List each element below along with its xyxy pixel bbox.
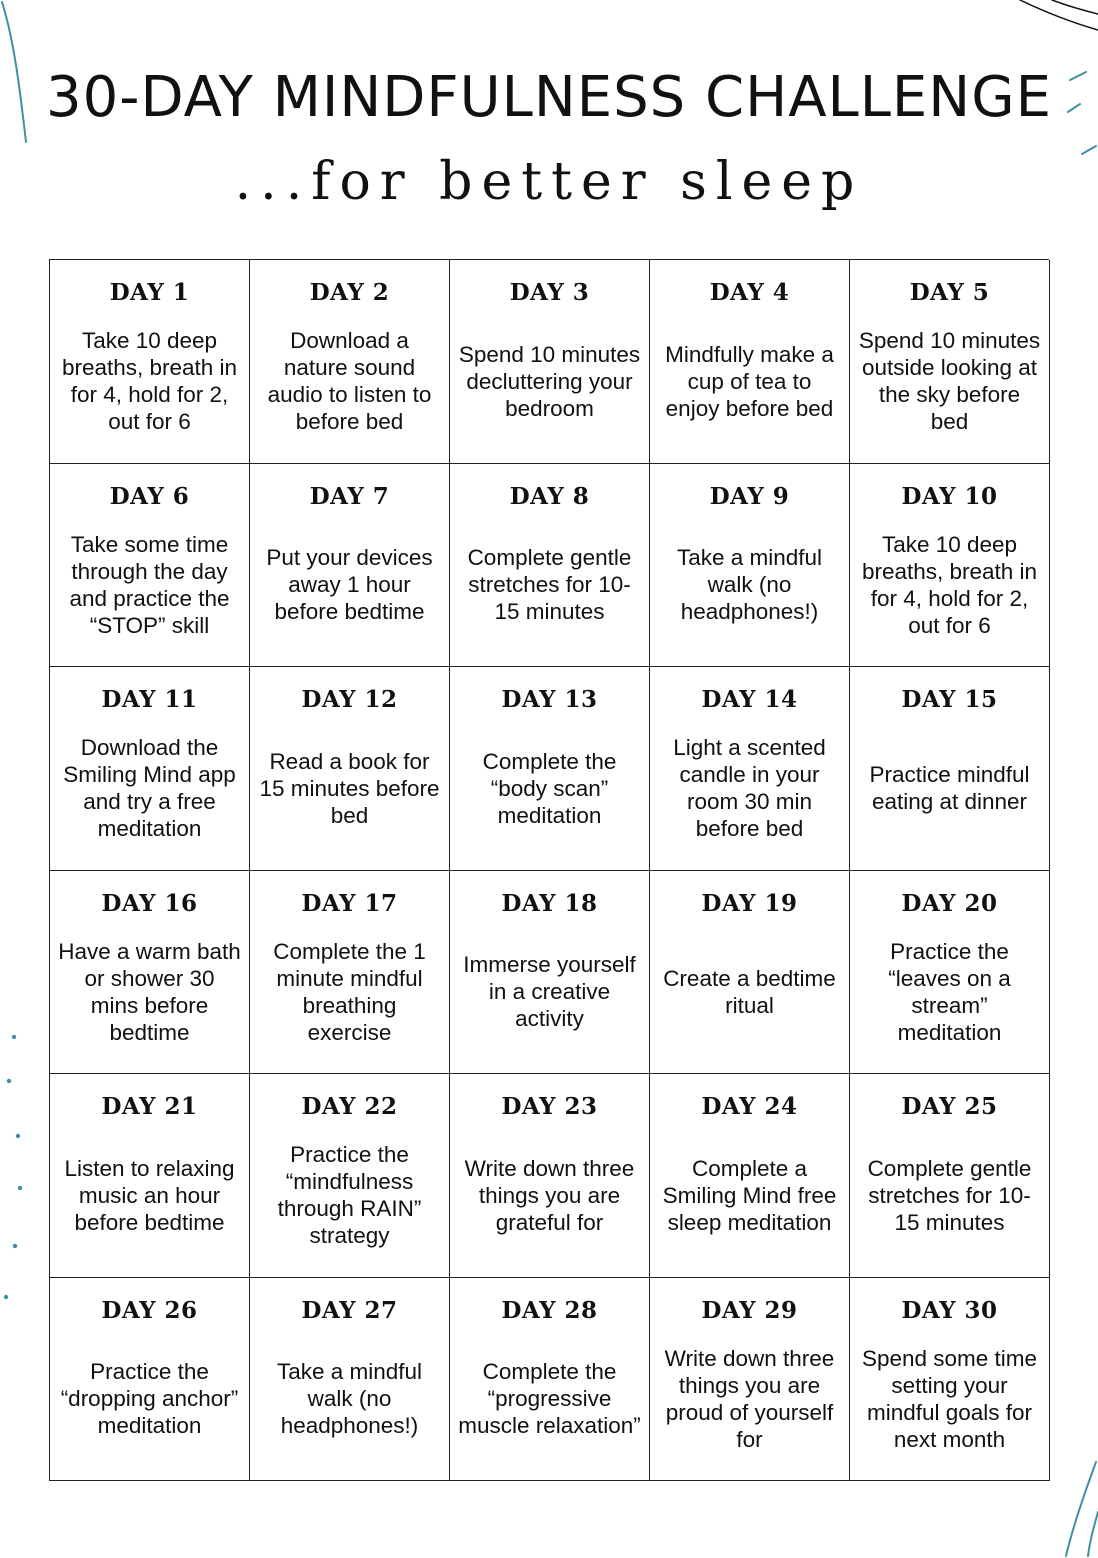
day-cell: [250, 1074, 450, 1278]
day-cell: [850, 871, 1050, 1075]
day-task: Practice the “dropping anchor” meditation: [60, 1359, 239, 1439]
day-cell: [50, 1074, 250, 1278]
day-label: DAY 11: [101, 686, 198, 713]
day-cell: [450, 1278, 650, 1482]
day-cell: [250, 667, 450, 871]
day-label: DAY 13: [501, 686, 598, 713]
day-cell: [850, 1074, 1050, 1278]
day-cell: [650, 871, 850, 1075]
bottom-right-curve-1: [1066, 1462, 1096, 1556]
day-label: DAY 4: [709, 279, 790, 306]
day-cell: [450, 260, 650, 464]
day-task: Download a nature sound audio to listen to before bed: [267, 328, 432, 435]
day-task: Write down three things you are grateful for: [464, 1155, 635, 1235]
day-task: Complete gentle stretches for 10-15 minutes: [467, 545, 632, 625]
day-cell: [50, 464, 250, 668]
day-label: DAY 22: [301, 1093, 398, 1120]
day-task: Take 10 deep breaths, breath in for 4, hold for 2, out for 6: [61, 328, 238, 435]
day-task: Complete gentle stretches for 10-15 minutes: [867, 1155, 1032, 1235]
day-task: Complete the “body scan” meditation: [482, 748, 617, 828]
day-cell: [50, 260, 250, 464]
day-task: Spend some time setting your mindful goals for next month: [861, 1345, 1038, 1452]
day-label: DAY 23: [501, 1093, 598, 1120]
day-task: Take a mindful walk (no headphones!): [676, 545, 823, 625]
day-task: Practice mindful eating at dinner: [869, 762, 1030, 815]
dot-4: [18, 1186, 22, 1190]
dot-1: [12, 1035, 16, 1039]
day-cell: [50, 667, 250, 871]
day-label: DAY 14: [701, 686, 798, 713]
day-label: DAY 7: [309, 482, 390, 510]
day-label: DAY 2: [309, 279, 390, 306]
day-cell: [850, 464, 1050, 668]
day-cell: [650, 464, 850, 668]
day-label: DAY 19: [701, 889, 798, 917]
day-cell: [250, 464, 450, 668]
dot-5: [13, 1244, 17, 1248]
day-cell: [450, 1074, 650, 1278]
top-right-black-curve-2: [1052, 0, 1098, 14]
day-cell: [650, 1074, 850, 1278]
day-task: Create a bedtime ritual: [663, 965, 836, 1018]
day-task: Read a book for 15 minutes before bed: [259, 748, 440, 828]
day-task: Put your devices away 1 hour before bedtime: [266, 545, 433, 625]
day-label: DAY 10: [901, 482, 998, 510]
day-cell: [450, 464, 650, 668]
day-label: DAY 30: [901, 1296, 998, 1324]
day-task: Light a scented candle in your room 30 min before bed: [673, 735, 826, 842]
day-task: Take 10 deep breaths, breath in for 4, hold for 2, out for 6: [861, 531, 1038, 638]
page-title: 30-DAY MINDFULNESS CHALLENGE: [46, 65, 1052, 130]
day-cell: [450, 667, 650, 871]
day-cell: [850, 1278, 1050, 1482]
day-task: Complete the 1 minute mindful breathing exercise: [273, 938, 426, 1045]
day-label: DAY 6: [109, 482, 190, 510]
day-cell: [650, 1278, 850, 1482]
day-label: DAY 28: [501, 1296, 598, 1324]
day-task: Spend 10 minutes outside looking at the sky before bed: [858, 328, 1041, 435]
dot-6: [4, 1295, 8, 1299]
day-task: Write down three things you are proud of yourself for: [664, 1345, 835, 1452]
top-right-black-curve-1: [1020, 0, 1098, 30]
day-task: Listen to relaxing music an hour before bedtime: [64, 1155, 235, 1235]
day-label: DAY 17: [301, 889, 398, 917]
day-label: DAY 12: [301, 686, 398, 713]
day-label: DAY 8: [509, 482, 590, 510]
day-label: DAY 25: [901, 1093, 998, 1120]
day-task: Immerse yourself in a creative activity: [463, 952, 636, 1032]
day-cell: [850, 260, 1050, 464]
day-cell: [650, 260, 850, 464]
day-task: Take some time through the day and practice the “STOP” skill: [69, 531, 230, 638]
day-label: DAY 9: [709, 482, 790, 510]
challenge-grid: [49, 259, 1049, 1481]
day-cell: [650, 667, 850, 871]
day-task: Complete a Smiling Mind free sleep meditation: [662, 1155, 837, 1235]
day-label: DAY 21: [101, 1093, 198, 1120]
day-label: DAY 16: [101, 889, 198, 917]
dot-2: [7, 1079, 11, 1083]
day-cell: [850, 667, 1050, 871]
day-label: DAY 26: [101, 1296, 198, 1324]
day-label: DAY 29: [701, 1296, 798, 1324]
day-cell: [50, 1278, 250, 1482]
day-task: Take a mindful walk (no headphones!): [276, 1359, 423, 1439]
day-label: DAY 20: [901, 889, 998, 917]
day-task: Complete the “progressive muscle relaxation”: [458, 1359, 641, 1439]
day-cell: [250, 260, 450, 464]
day-label: DAY 15: [901, 686, 998, 713]
day-task: Mindfully make a cup of tea to enjoy before bed: [665, 341, 834, 421]
day-task: Practice the “mindfulness through RAIN” strategy: [277, 1142, 422, 1249]
day-label: DAY 1: [109, 279, 190, 306]
day-label: DAY 18: [501, 889, 598, 917]
day-cell: [450, 871, 650, 1075]
day-label: DAY 27: [301, 1296, 398, 1324]
day-label: DAY 24: [701, 1093, 798, 1120]
day-cell: [50, 871, 250, 1075]
day-cell: [250, 1278, 450, 1482]
day-task: Spend 10 minutes decluttering your bedroom: [458, 341, 641, 421]
day-task: Have a warm bath or shower 30 mins before bedtime: [58, 938, 241, 1045]
day-cell: [250, 871, 450, 1075]
day-label: DAY 3: [509, 279, 590, 306]
bottom-right-curve-2: [1088, 1512, 1098, 1556]
day-task: Download the Smiling Mind app and try a free meditation: [63, 735, 236, 842]
dot-3: [16, 1134, 20, 1138]
day-task: Practice the “leaves on a stream” meditation: [888, 938, 1011, 1045]
page-subtitle: ...for better sleep: [234, 152, 864, 212]
day-label: DAY 5: [909, 279, 990, 306]
